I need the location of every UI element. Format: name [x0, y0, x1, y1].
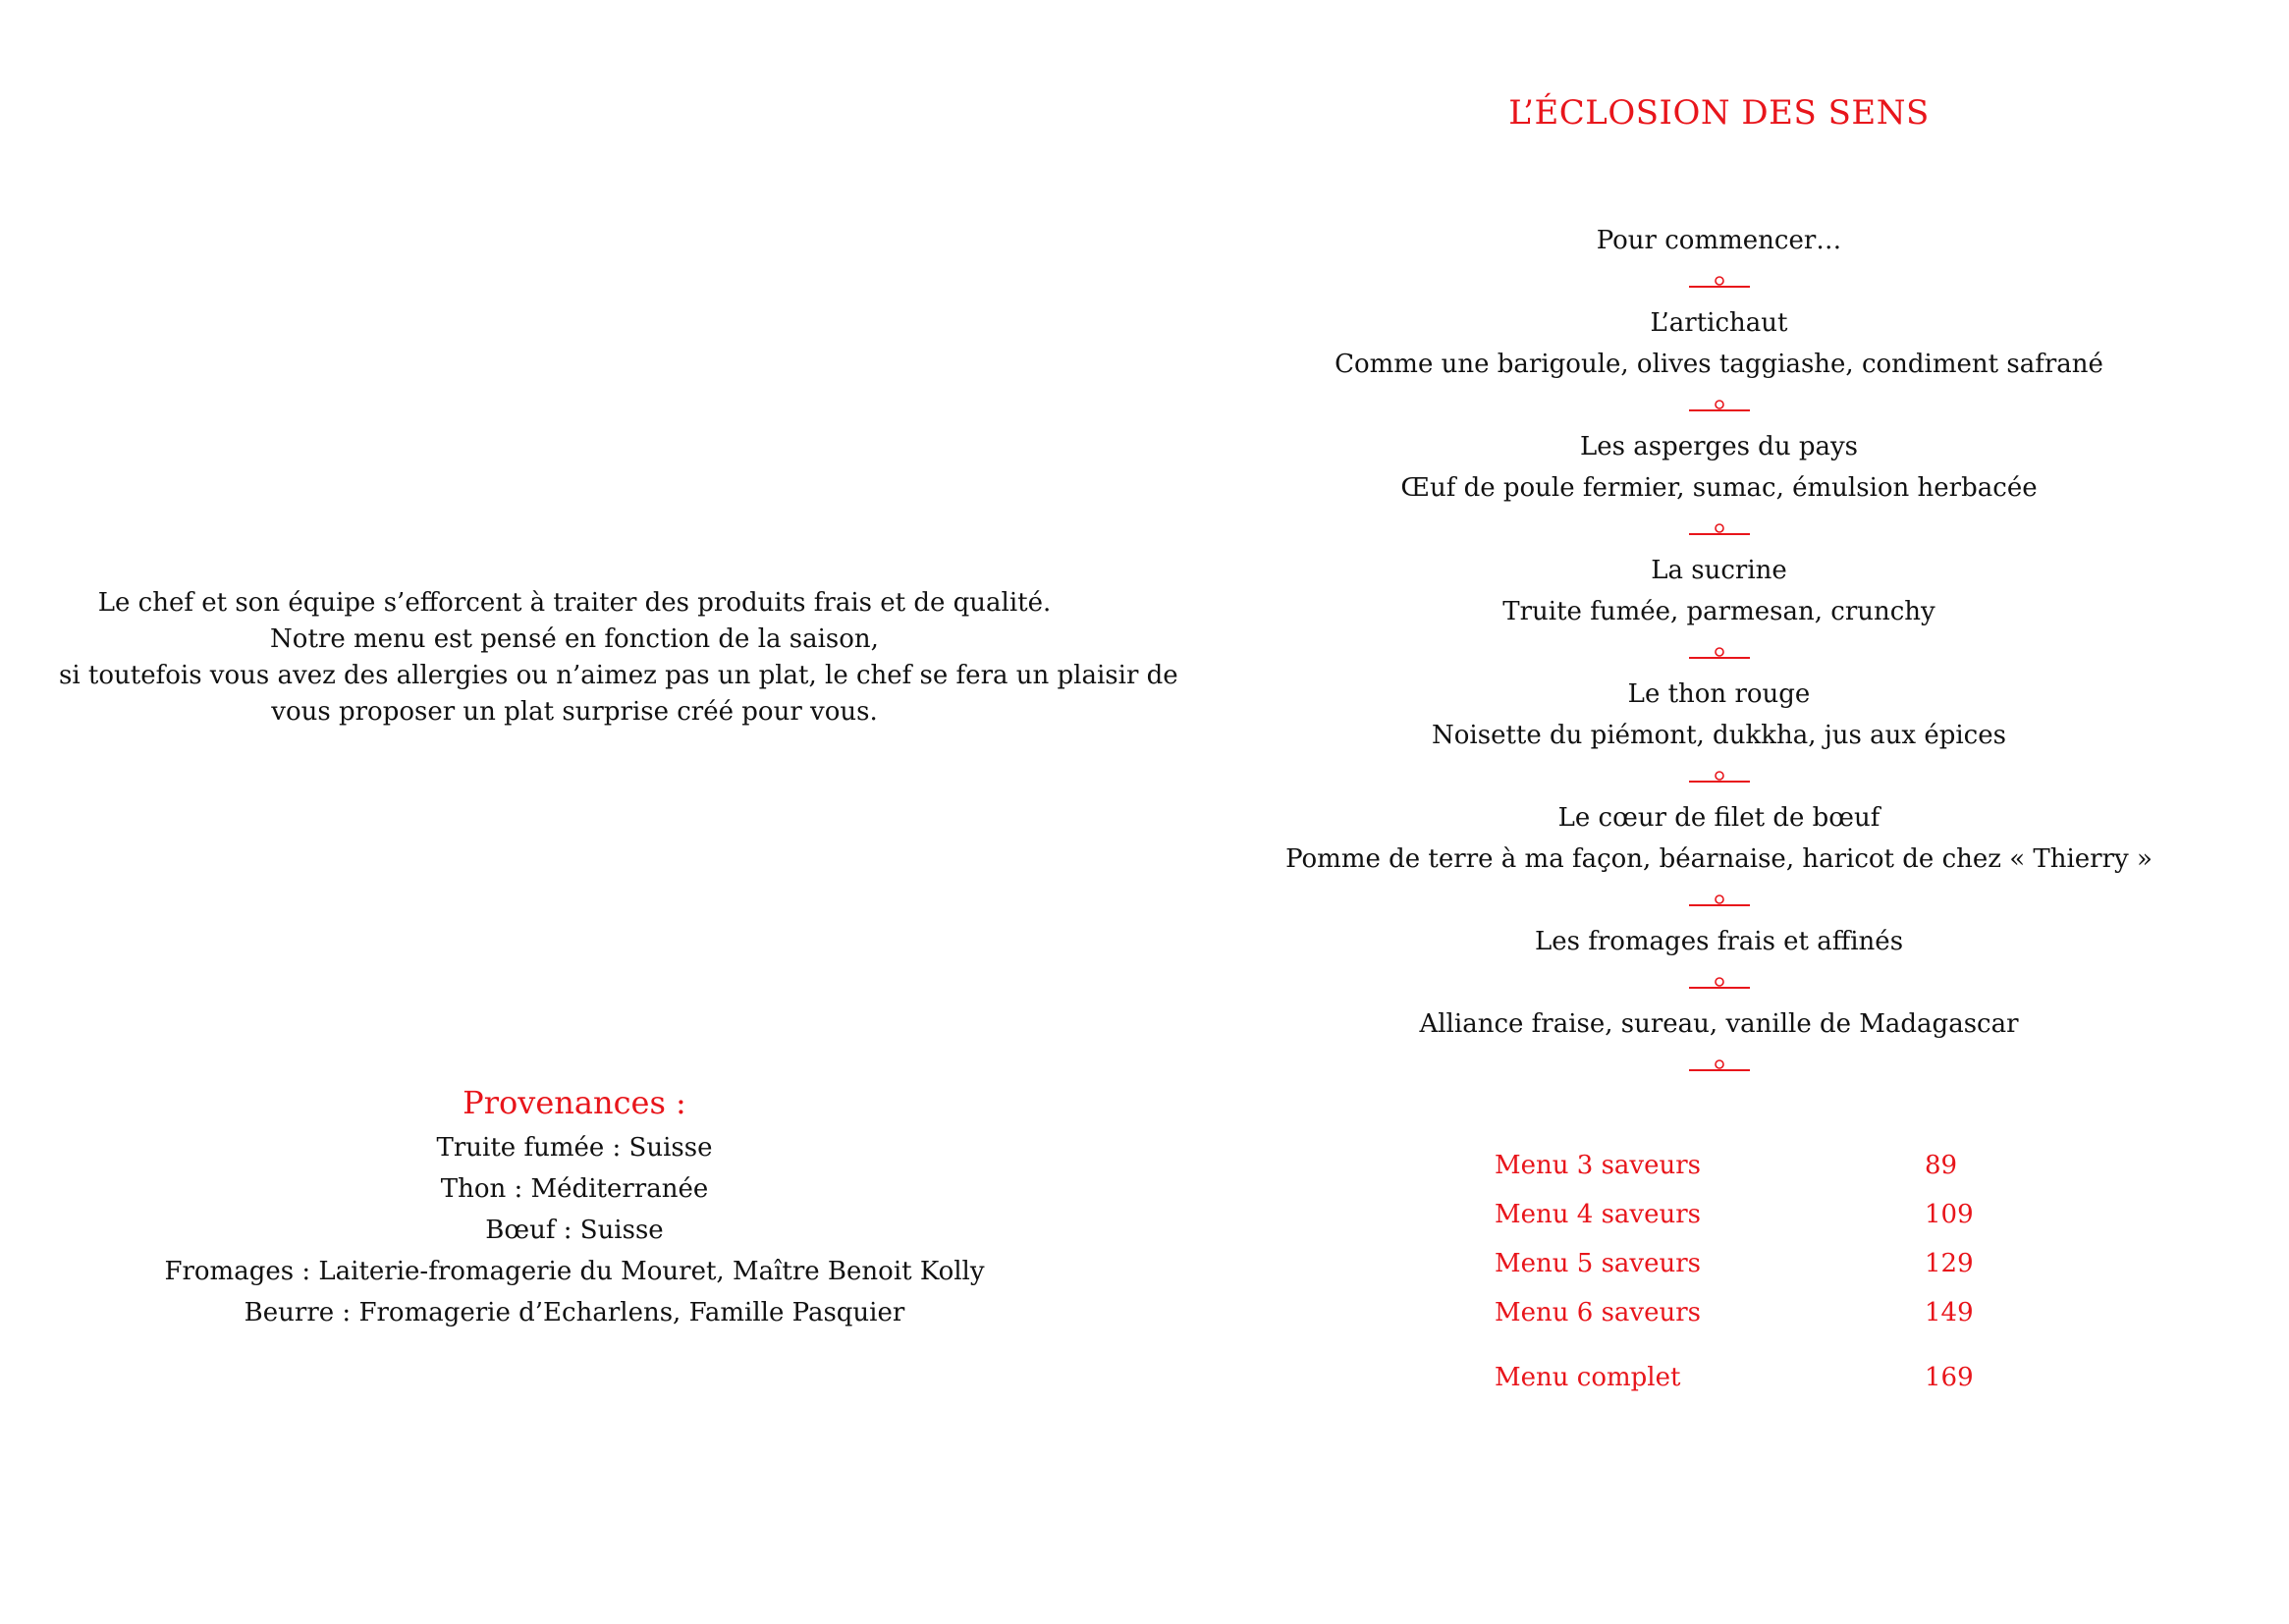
price-value: 149: [1925, 1298, 1974, 1327]
ornament-divider-icon: [1149, 509, 2289, 550]
course: [1149, 1003, 2289, 1086]
price-label: Menu 4 saveurs: [1495, 1200, 1702, 1229]
course: [1149, 550, 2289, 674]
price-row: [1149, 1337, 2289, 1396]
course-detail: Truite fumée, parmesan, crunchy: [1502, 597, 1935, 626]
chef-introduction: [59, 585, 1178, 731]
ornament-divider-icon: [1149, 385, 2289, 426]
intro-line: si toutefois vous avez des allergies ou n’aimez pas un plat, le chef se fera un plaisir de: [59, 661, 1178, 690]
price-label: Menu 6 saveurs: [1495, 1298, 1702, 1327]
price-value: 129: [1925, 1249, 1974, 1278]
price-label: Menu 5 saveurs: [1495, 1249, 1702, 1278]
price-value: 109: [1925, 1200, 1974, 1229]
provenance-item: Thon : Méditerranée: [440, 1174, 709, 1204]
price-label: Menu 3 saveurs: [1495, 1151, 1702, 1180]
menu-title: L’ÉCLOSION DES SENS: [1508, 93, 1930, 133]
intro-line: Notre menu est pensé en fonction de la saison,: [270, 624, 879, 654]
price-label: Menu complet: [1495, 1363, 1681, 1392]
course-detail: Comme une barigoule, olives taggiashe, condiment safrané: [1335, 350, 2103, 379]
ornament-divider-icon: [1149, 261, 2289, 302]
price-row: [1149, 1288, 2289, 1337]
provenances-section: [59, 1078, 1090, 1333]
course: [1149, 302, 2289, 426]
provenance-item: Beurre : Fromagerie d’Echarlens, Famille Pasquier: [244, 1298, 905, 1327]
intro-line: Le chef et son équipe s’efforcent à traiter des produits frais et de qualité.: [97, 588, 1052, 618]
course: [1149, 674, 2289, 797]
ornament-divider-icon: [1149, 632, 2289, 674]
ornament-divider-icon: [1149, 1045, 2289, 1086]
right-page: [1149, 0, 2289, 1624]
price-value: 169: [1925, 1363, 1974, 1392]
price-row: [1149, 1190, 2289, 1239]
price-row: [1149, 1239, 2289, 1288]
course-name: Alliance fraise, sureau, vanille de Madagascar: [1419, 1009, 2019, 1039]
provenance-item: Truite fumée : Suisse: [436, 1133, 713, 1163]
provenance-item: Bœuf : Suisse: [485, 1216, 664, 1245]
course-name: Les asperges du pays: [1579, 432, 1859, 461]
course-detail: Noisette du piémont, dukkha, jus aux épices: [1432, 721, 2006, 750]
course-name: Les fromages frais et affinés: [1534, 927, 1904, 956]
course: [1149, 426, 2289, 550]
ornament-divider-icon: [1149, 756, 2289, 797]
price-value: 89: [1925, 1151, 1958, 1180]
course-name: Pour commencer…: [1596, 226, 1842, 255]
course-detail: Œuf de poule fermier, sumac, émulsion herbacée: [1400, 473, 2038, 503]
provenance-item: Fromages : Laiterie-fromagerie du Mouret, Maître Benoit Kolly: [164, 1257, 985, 1286]
provenances-title: Provenances :: [463, 1084, 686, 1121]
course-list: [1149, 220, 2289, 1086]
ornament-divider-icon: [1149, 880, 2289, 921]
ornament-divider-icon: [1149, 962, 2289, 1003]
course-name: L’artichaut: [1650, 308, 1788, 338]
intro-line: vous proposer un plat surprise créé pour vous.: [271, 697, 878, 727]
course: [1149, 921, 2289, 1003]
price-row: [1149, 1141, 2289, 1190]
price-list: [1149, 1141, 2289, 1396]
course-detail: Pomme de terre à ma façon, béarnaise, haricot de chez « Thierry »: [1285, 844, 2153, 874]
course-name: Le thon rouge: [1627, 679, 1811, 709]
course-name: Le cœur de filet de bœuf: [1557, 803, 1880, 833]
course: [1149, 797, 2289, 921]
course: [1149, 220, 2289, 302]
course-name: La sucrine: [1651, 556, 1787, 585]
